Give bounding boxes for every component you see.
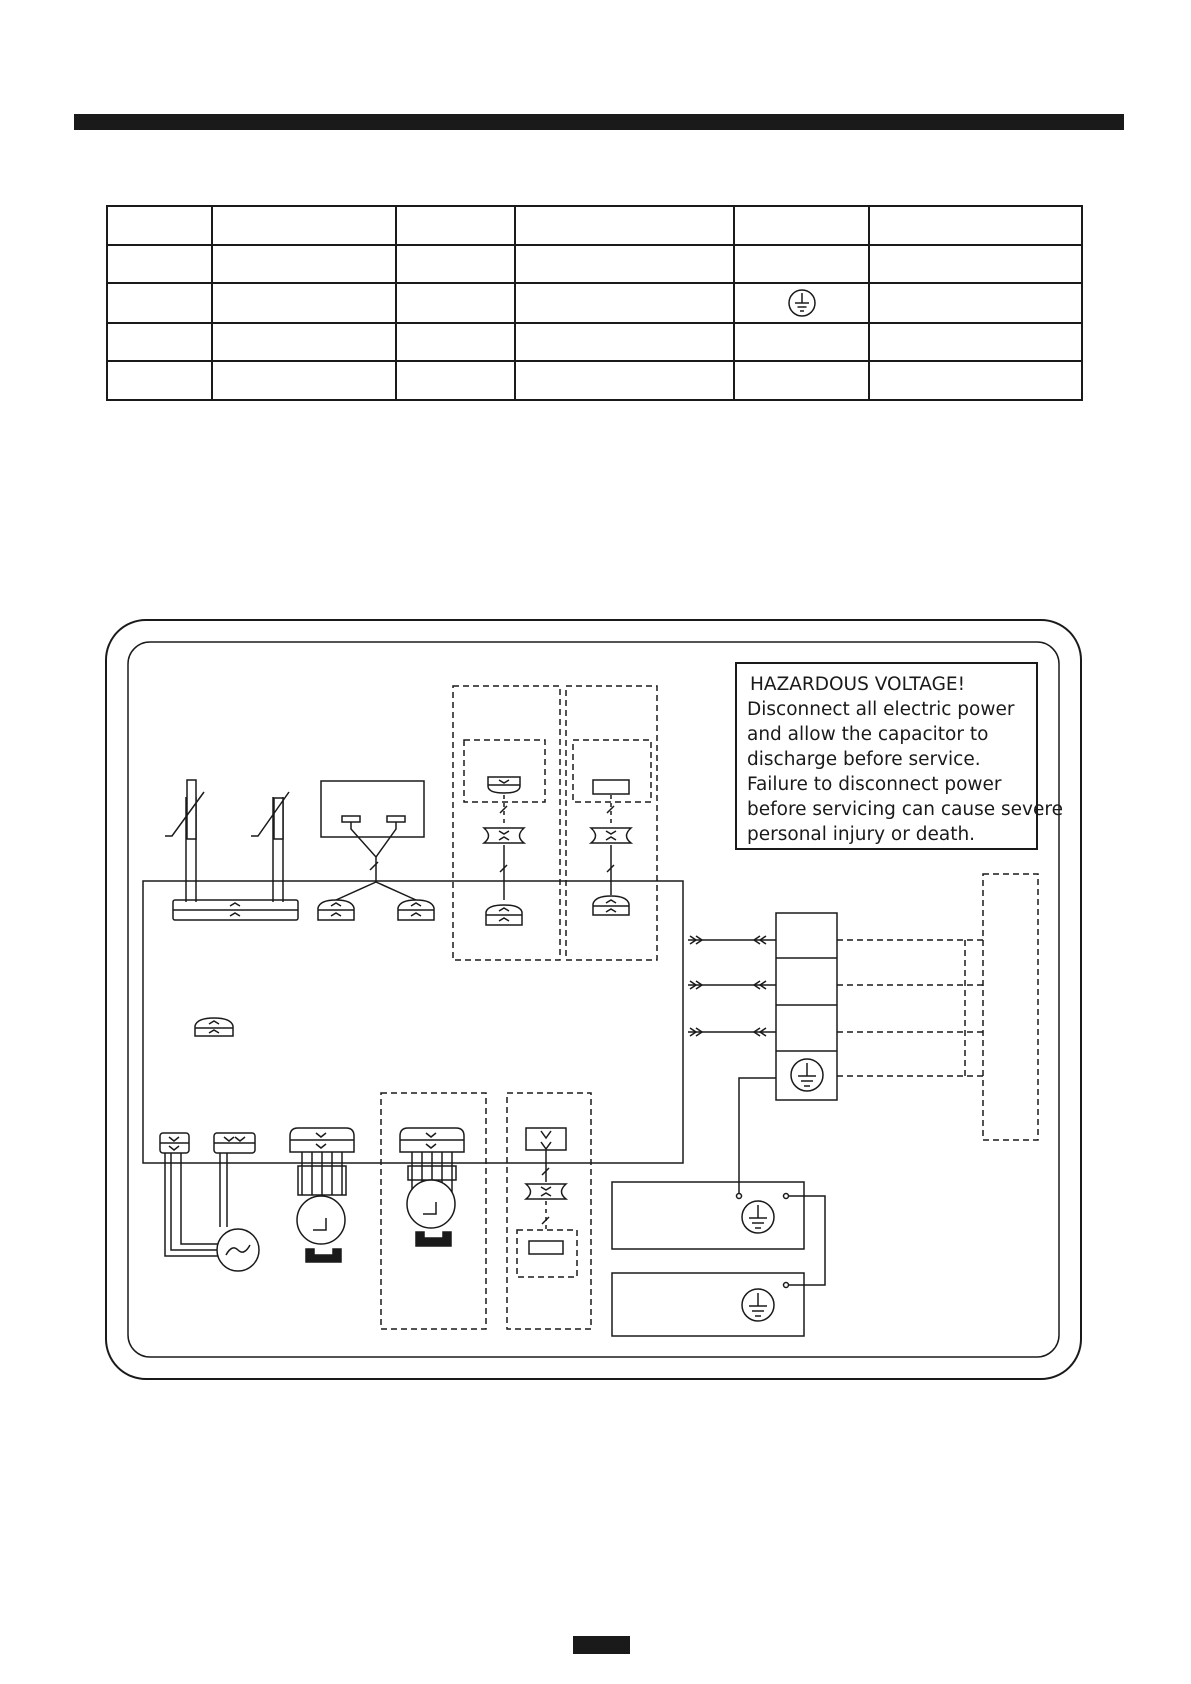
warning-line: and allow the capacitor to — [747, 724, 989, 745]
warning-box — [735, 662, 1063, 850]
connector-icon — [318, 900, 354, 920]
warning-line: before servicing can cause severe — [747, 799, 1063, 820]
warning-line: Failure to disconnect power — [747, 774, 1002, 795]
warning-line: discharge before service. — [747, 749, 981, 770]
warning-title: HAZARDOUS VOLTAGE! — [750, 674, 966, 695]
page-number-tab — [573, 1636, 630, 1654]
terminal-block-icon — [776, 913, 837, 1100]
connector-icon — [173, 900, 298, 920]
main-board — [143, 881, 683, 1163]
sensor-resistor-icon — [251, 792, 289, 902]
fan-motor-icon — [160, 1133, 259, 1271]
ground-box — [612, 1273, 804, 1336]
power-supply-box — [983, 874, 1038, 1140]
stepper-motor-icon — [400, 1128, 464, 1246]
warning-line: personal injury or death. — [747, 824, 976, 845]
warning-line: Disconnect all electric power — [747, 699, 1015, 720]
sensor-resistor-icon — [165, 780, 204, 902]
component-box — [321, 781, 424, 837]
connector-icon — [398, 900, 434, 920]
connector-icon — [195, 1018, 233, 1036]
ground-box — [612, 1182, 804, 1249]
stepper-motor-icon — [290, 1128, 354, 1262]
